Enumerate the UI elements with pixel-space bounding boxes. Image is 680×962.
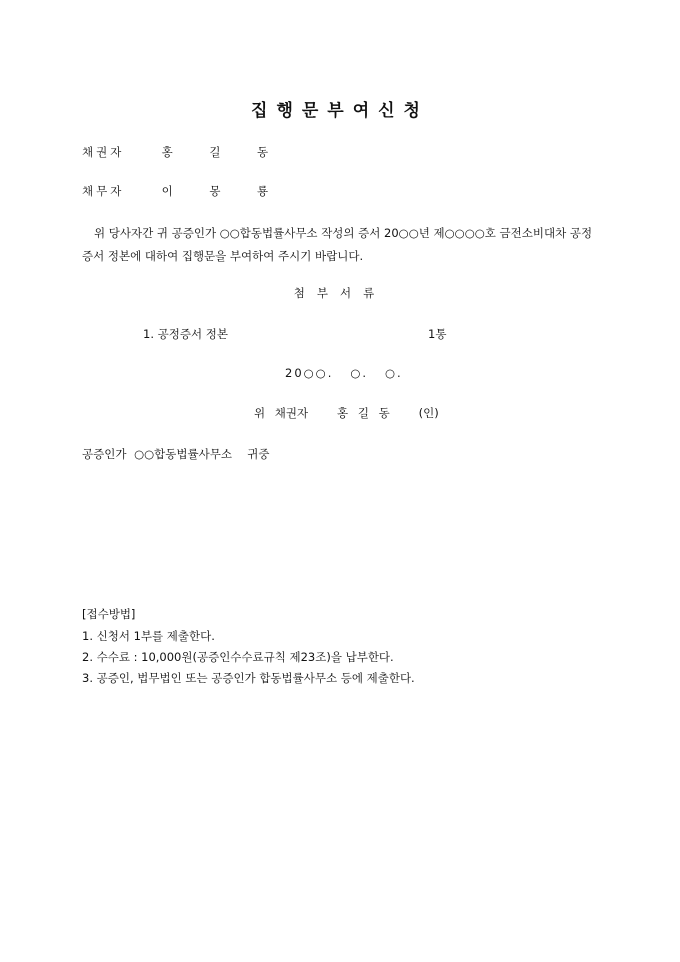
filing-method-heading: [접수방법]: [82, 607, 136, 621]
debtor-line: [82, 183, 301, 199]
creditor-name: [162, 144, 301, 160]
creditor-name-char: 홍: [161, 145, 173, 159]
addressee: 공증인가 ○○합동법률사무소 귀중: [82, 447, 270, 461]
debtor-name-char: 룡: [256, 184, 269, 198]
filing-method-item: 1. 신청서 1부를 제출한다.: [82, 629, 215, 643]
creditor-name-char: 동: [256, 145, 269, 159]
attachment-item: 1. 공정증서 정본: [143, 327, 228, 341]
filing-method-item: 2. 수수료 : 10,000원(공증인수수료규칙 제23조)을 납부한다.: [82, 650, 394, 664]
debtor-name-char: 이: [161, 184, 173, 198]
filing-method-item: 3. 공증인, 법무법인 또는 공증인가 합동법률사무소 등에 제출한다.: [82, 671, 415, 685]
creditor-name-char: 길: [209, 145, 221, 159]
debtor-label: 채무자: [82, 184, 125, 198]
request-body: 위 당사자간 귀 공증인가 ○○합동법률사무소 작성의 증서 20○○년 제○○○○호 금전소비대차 공정증서 정본에 대하여 집행문을 부여하여 주시기 바랍니다.: [82, 226, 593, 263]
filing-date: 20○○. ○. ○.: [285, 366, 403, 380]
attachments-title: 첨부서류: [293, 286, 387, 300]
creditor-line: [82, 144, 301, 160]
debtor-name-char: 몽: [209, 184, 221, 198]
attachment-count: 1통: [428, 327, 447, 341]
debtor-name: [162, 183, 301, 199]
creditor-label: 채권자: [82, 145, 125, 159]
document-title: 집행문부여신청: [251, 101, 429, 121]
signer-line: 위 채권자 홍 길 동 (인): [254, 406, 439, 420]
